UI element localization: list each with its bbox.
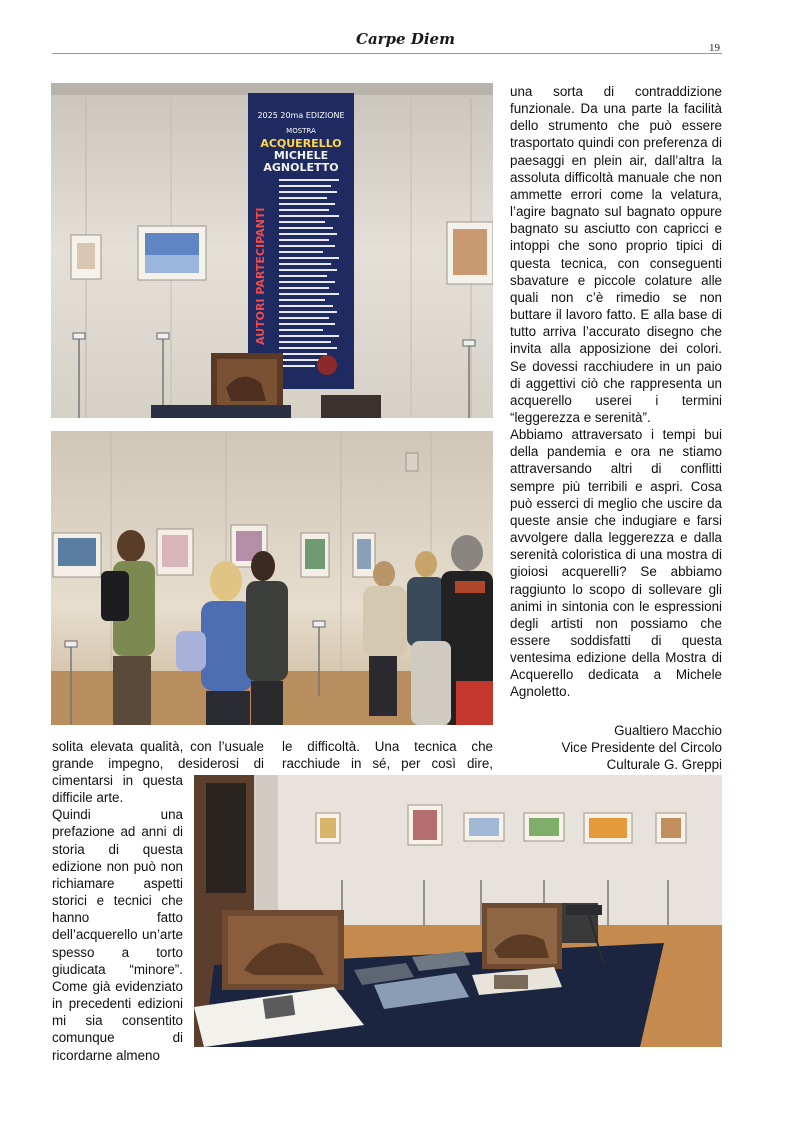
- magazine-title: Carpe Diem: [356, 30, 455, 48]
- photo-visitors: [51, 431, 493, 725]
- article-paragraph: cimentarsi in questa difficile arte.: [52, 773, 183, 806]
- banner-mostra: MOSTRA: [286, 127, 316, 135]
- article-column-right: [510, 83, 722, 701]
- author-name: Gualtiero Macchio: [614, 723, 722, 738]
- article-paragraph: Quindi una prefazione ad anni di storia di questa edizione non può non richiamare aspetti storici e tecnici che hanno fatto dell’acquerello un’arte spesso a torto giudicata “minore”. Come già evidenziato in precedenti edizioni mi sia consentito comunque di ricordarne almeno: [52, 807, 183, 1063]
- photo-exhibition-banner-image: [51, 83, 493, 418]
- photo-exhibition-banner: [51, 83, 493, 418]
- photo-display-table-image: [194, 775, 722, 1047]
- article-column-bottom-left: solita elevata qualità, con l’usuale grande impegno, desiderosi di: [52, 739, 264, 772]
- banner-name1: MICHELE: [273, 149, 329, 162]
- article-column-wrap: [52, 772, 183, 1064]
- article-column-bottom-middle: le difficoltà. Una tecnica che racchiude in sé, per così dire,: [282, 739, 493, 772]
- banner-acquerello: ACQUERELLO: [260, 137, 342, 150]
- banner-autori: AUTORI PARTECIPANTI: [254, 207, 267, 345]
- banner-edition: 2025 20ma EDIZIONE: [257, 111, 345, 120]
- article-paragraph: Abbiamo attraversato i tempi bui della pandemia e ora ne stiamo attraversando altri di conflitti sempre più terribili e aspri. Cosa può esserci di meglio che uscire da queste ansie che indugiare e farsi avvolgere dalla leggerezza e dalla serenità coloristica di una mostra di gioiosi acquerelli? Se abbiamo raggiunto lo scopo di sollevare gli animi in sintonia con le espressioni degli artisti non possiamo che essere soddisfatti di questa ventesima edizione della Mostra di Acquerello dedicata a Michele Agnoletto.: [510, 427, 722, 700]
- page-number: 19: [709, 42, 720, 54]
- author-signature: [500, 722, 722, 773]
- header-divider: [52, 53, 722, 54]
- photo-visitors-image: [51, 431, 493, 725]
- author-role-line2: Culturale G. Greppi: [606, 757, 722, 773]
- banner-name2: AGNOLETTO: [263, 161, 339, 174]
- article-paragraph: una sorta di contraddizione funzionale. Da una parte la facilità dello strumento che può essere trasportato quindi con preferenza di paesaggi en plein air, dall’altra la assoluta difficoltà manuale che non ammette errori come la velatura, l’agire bagnato sul bagnato oppure bagnato su asciutto con capricci e intoppi che sono proprio tipici di questa tecnica, con conseguenti sbavature e piccole colature alle quali non c’è rimedio se non buttare il lavoro fatto. E alla base di tutto arriva l’accurato disegno che invita alla apposizione dei colori. Se dovessi racchiudere in un paio di aggettivi ciò che rappresenta un acquerello userei i termini “leggerezza e serenità”.: [510, 84, 722, 425]
- photo-display-table: [194, 775, 722, 1047]
- author-role-line1: Vice Presidente del Circolo: [561, 740, 722, 756]
